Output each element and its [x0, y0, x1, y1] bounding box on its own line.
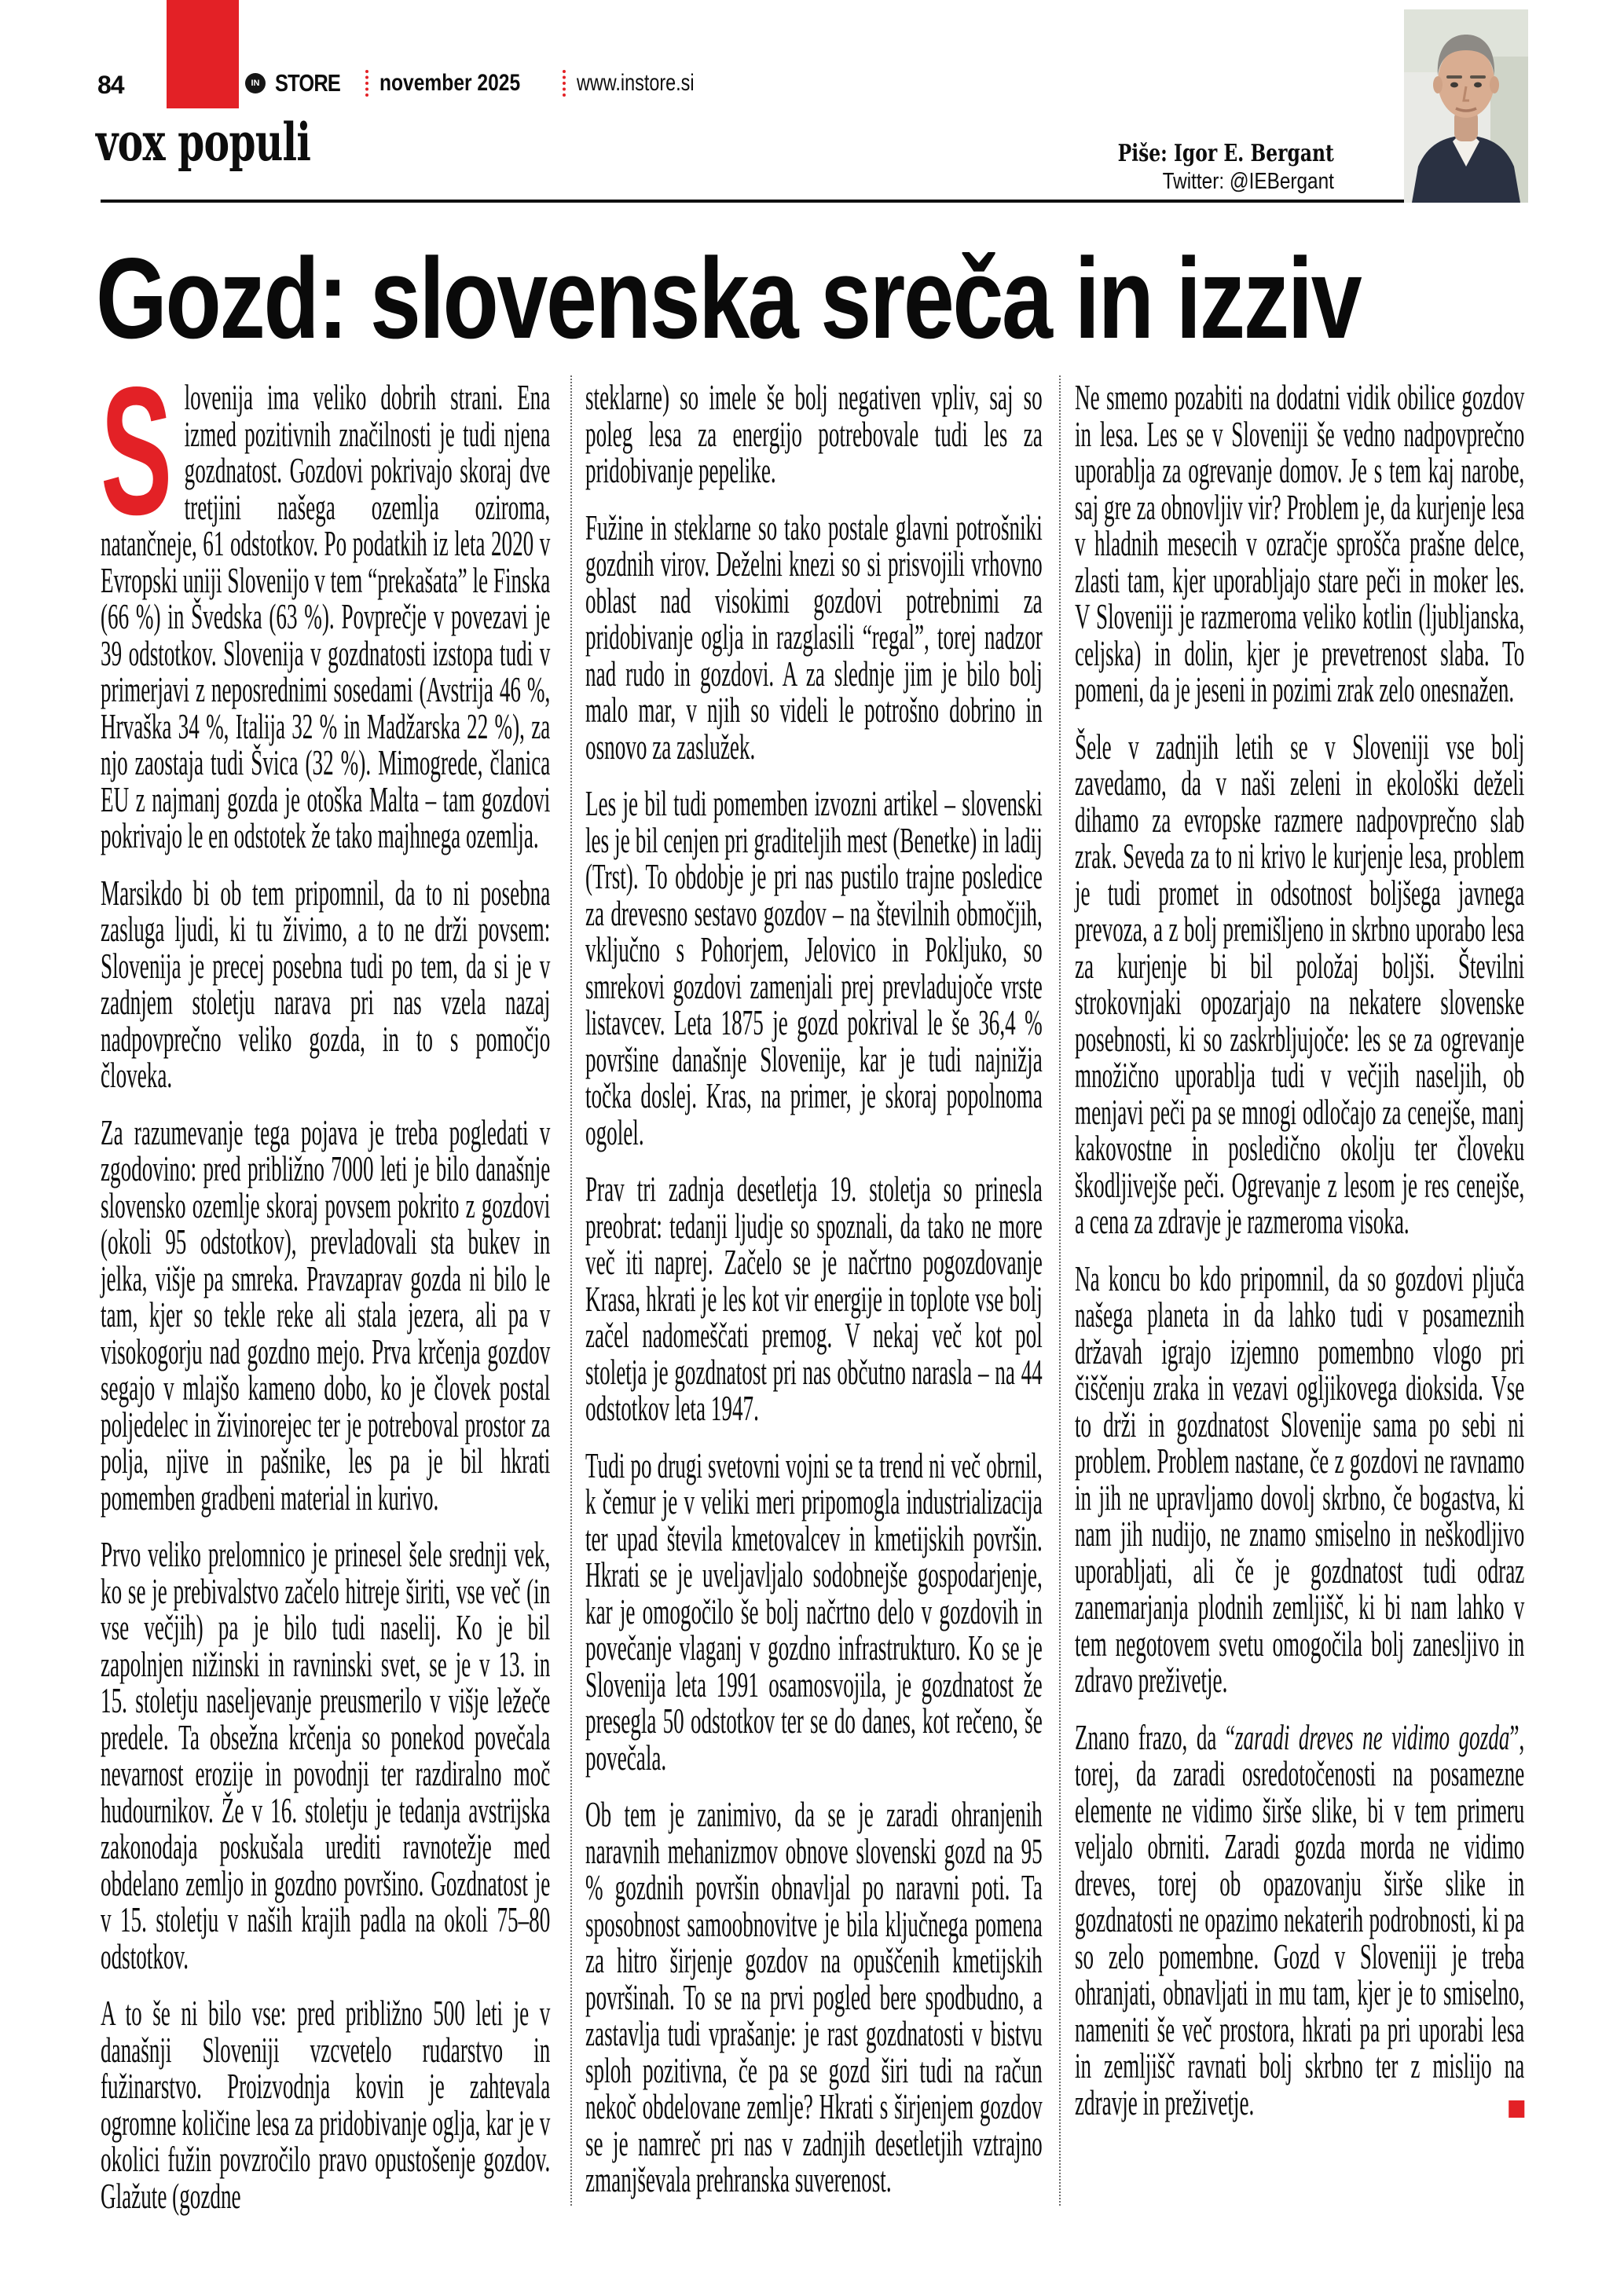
- article-column-3: [1075, 379, 1524, 2141]
- article-paragraph: [1075, 1258, 1525, 1700]
- instore-logo-icon: IN: [245, 73, 266, 93]
- column-separator: [1059, 375, 1061, 2206]
- header-rule: [101, 200, 1525, 203]
- masthead: [245, 68, 727, 99]
- author-name: Piše: Igor E. Bergant: [1117, 140, 1334, 167]
- paragraph-text: A to še ni bilo vse: pred približno 500 leti je v današnji Sloveniji vzcvetelo rudarstvo in fužinarstvo. Proizvodnja kovin je zahtevala ogromne količine lesa za pridobivanje oglja, kar je v okolici fužin povzročilo pravo opustošenje gozdov. Glažute (gozdne: [101, 1993, 551, 2216]
- paragraph-text: Na koncu bo kdo pripomnil, da so gozdovi pljuča našega planeta in da lahko tudi v posameznih državah igrajo izjemno pomembno vlogo pri čiščenju zraka in vezavi ogljikovega dioksida. Vse to drži in gozdnatost Slovenije sama po sebi ni problem. Problem nastane, če z gozdovi ne ravnamo in jih ne upravljamo dovolj skrbno, če bogastva, ki nam jih nudijo, ne znamo smiselno in neškodljivo uporabljati, ali če je gozdnatost tudi odraz zanemarjanja plodnih zemljišč, ki bi nam lahko v tem negotovem svetu omogočila bolj zanesljivo in zdravo preživetje.: [1075, 1258, 1525, 1700]
- article-paragraph: [1075, 379, 1524, 709]
- article-column-2: [585, 379, 1043, 2219]
- article-paragraph: [101, 1111, 551, 1518]
- article-headline: Gozd: slovenska sreča in izziv: [96, 234, 1361, 362]
- article-paragraph: [585, 507, 1043, 767]
- paragraph-text: lovenija ima veliko dobrih strani. Ena izmed pozitivnih značilnosti je tudi njena gozdnatost. Gozdovi pokrivajo skoraj dve tretjini našega ozemlja oziroma, natančneje, 61 odstotkov. Po podatkih iz leta 2020 v Evropski uniji Slovenijo v tem “prekašata” le Finska (66 %) in Švedska (63 %). Povprečje v povezavi je 39 odstotkov. Slovenija v gozdnatosti izstopa tudi v primerjavi z neposrednimi sosedami (Avstrija 46 %, Hrvaška 34 %, Italija 32 % in Madžarska 22 %), za njo zaostaja tudi Švica (32 %). Mimogrede, članica EU z najmanj gozda je otoška Malta – tam gozdovi pokrivajo le en odstotek že tako majhnega ozemlja.: [101, 377, 551, 855]
- column-separator: [570, 375, 572, 2206]
- magazine-wordmark: STORE: [275, 69, 341, 97]
- issue-date: november 2025: [379, 70, 521, 96]
- paragraph-text: Ob tem je zanimivo, da se je zaradi ohranjenih naravnih mehanizmov obnove slovenski gozd na 95 % gozdnih površin obnavljal po naravni poti. Ta sposobnost samoobnovitve je bila ključnega pomena za hitro širjenje gozdov na opuščenih kmetijskih površinah. To se na prvi pogled bere spodbudno, a zastavlja tudi vprašanje: je rast gozdnatosti v bistvu sploh pozitivna, če pa se gozd širi tudi na račun nekoč obdelovane zemlje? Hkrati s širjenjem gozdov se je namreč pri nas v zadnjih desetletjih vztrajno zmanjševala prehranska suverenost.: [585, 1794, 1043, 2199]
- article-paragraph: [1075, 726, 1525, 1241]
- paragraph-text: Marsikdo bi ob tem pripomnil, da to ni posebna zasluga ljudi, ki tu živimo, a to ne drži povsem: Slovenija je precej posebna tudi po tem, da si je v zadnjem stoletju narava pri nas vzela nazaj nadpovprečno veliko gozda, in to s pomočjo človeka.: [101, 872, 551, 1095]
- magazine-website: www.instore.si: [576, 70, 695, 96]
- dotted-separator-icon: [365, 70, 368, 97]
- end-of-article-mark: [1509, 2100, 1524, 2118]
- article-paragraph: [101, 872, 551, 1095]
- paragraph-text: Znano frazo, da “: [1075, 1716, 1235, 1757]
- quoted-phrase: zaradi dreves ne vidimo gozda: [1234, 1716, 1510, 1757]
- article-paragraph: [585, 785, 1043, 1151]
- paragraph-text: Za razumevanje tega pojava je treba pogledati v zgodovino: pred približno 7000 leti je bilo današnje slovensko ozemlje skoraj povsem pokrito z gozdovi (okoli 95 odstotkov), prevladovali sta bukev in jelka, višje pa smreka. Pravzaprav gozda ni bilo le tam, kjer so tekle reke ali stala jezera, ali pa v visokogorju nad gozdno mejo. Prva krčenja gozdov segajo v mlajšo kameno dobo, ko je človek postal poljedelec in živinorejec ter je potreboval prostor za polja, njive in pašnike, les pa je bil hkrati pomemben gradbeni material in kurivo.: [101, 1111, 551, 1518]
- article-paragraph: [585, 1171, 1043, 1427]
- article-paragraph: [585, 1796, 1043, 2199]
- author-twitter: Twitter: @IEBergant: [1162, 169, 1334, 194]
- byline: [973, 140, 1334, 195]
- author-photo: [1404, 9, 1528, 203]
- article-paragraph: [101, 1536, 550, 1975]
- paragraph-text: Fužine in steklarne so tako postale glavni potrošniki gozdnih virov. Deželni knezi so si prisvojili vrhovno oblast nad visokimi gozdovi potrebnimi za pridobivanje oglja in razglasili “regal”, torej nadzor nad rudo in gozdovi. A za slednje jim je bilo bolj malo mar, v njih so videli le potrošno dobrino in osnovo za zaslužek.: [585, 507, 1043, 767]
- paragraph-text: Šele v zadnjih letih se v Sloveniji vse bolj zavedamo, da v naši zeleni in ekološki deželi dihamo za evropske razmere nadpovprečno slab zrak. Seveda za to ni krivo le kurjenje lesa, problem je tudi promet in odsotnost boljšega javnega prevoza, a z bolj premišljeno in skrbno uporabo lesa za kurjenje bi bil položaj boljši. Številni strokovnjaki opozarjajo na nekatere slovenske posebnosti, ki so zaskrbljujoče: les se za ogrevanje množično uporablja tudi v večjih naseljih, ob menjavi peči pa se mnogi odločajo za cenejše, manj kakovostne in posledično okolju ter človeku škodljivejše peči. Ogrevanje z lesom je res cenejše, a cena za zdravje je razmeroma visoka.: [1075, 726, 1525, 1241]
- paragraph-text: Prav tri zadnja desetletja 19. stoletja so prinesla preobrat: tedanji ljudje so spoznali, da tako ne more več iti naprej. Začelo se je načrtno pogozdovanje Krasa, hkrati je les kot vir energije in toplote vse bolj začel nadomeščati premog. V nekaj več kot pol stoletja je gozdnatost pri nas občutno narasla – na 44 odstotkov leta 1947.: [585, 1169, 1043, 1428]
- paragraph-text: ”, torej, da zaradi osredotočenosti na posamezne elemente ne vidimo širše slike, bi v tem primeru veljalo obrniti. Zaradi gozda morda ne vidimo dreves, torej ob opazovanju širše slike in gozdnatosti ne opazimo nekaterih podrobnosti, ki pa so zelo pomembne. Gozd v Sloveniji je treba ohranjati, obnavljati in mu tam, kjer je to smiselno, nameniti še več prostora, hkrati pa pri uporabi lesa in zemljišč ravnati bolj skrbno ter z mislijo na zdravje in preživetje.: [1075, 1716, 1525, 2122]
- paragraph-text: steklarne) so imele še bolj negativen vpliv, saj so poleg lesa za energijo potrebovale tudi les za pridobivanje pepelike.: [585, 377, 1043, 490]
- red-stripe-decoration: [167, 0, 239, 108]
- paragraph-text: Les je bil tudi pomemben izvozni artikel – slovenski les je bil cenjen pri graditeljih mest (Benetke) in ladij (Trst). To obdobje je pri nas pustilo trajne posledice za drevesno sestavo gozdov – na številnih območjih, vključno s Pohorjem, Jelovico in Pokljuko, so smrekovi gozdovi zamenjali prej prevladujoče vrste listavcev. Leta 1875 je gozd pokrival le še 36,4 % površine današnje Slovenije, kar je tudi najnižja točka doslej. Kras, na primer, je skoraj popolnoma ogolel.: [585, 783, 1043, 1152]
- article-paragraph: [101, 350, 551, 855]
- drop-cap: S: [101, 350, 173, 553]
- article-paragraph: [585, 1445, 1043, 1778]
- page-number: 84: [97, 71, 124, 99]
- paragraph-text: Prvo veliko prelomnico je prinesel šele srednji vek, ko se je prebivalstvo začelo hitreje širiti, vse več (in vse večjih) pa je bilo tudi naselij. Ko je bil zapolnjen nižinski in ravninski svet, se je v 13. in 15. stoletju naseljevanje preusmerilo v višje ležeče predele. Ta obsežna krčenja so ponekod povečala nevarnost erozije in povodnji ter razdiralno moč hudournikov. Že v 16. stoletju je tedanja avstrijska zakonodaja poskušala urediti ravnotežje med obdelano zemljo in gozdno površino. Gozdnatost je v 15. stoletju v naših krajih padla na okoli 75–80 odstotkov.: [101, 1534, 551, 1976]
- section-title: vox populi: [96, 112, 311, 173]
- dotted-separator-icon: [563, 70, 566, 97]
- article-column-1: [101, 350, 551, 2235]
- paragraph-text: Ne smemo pozabiti na dodatni vidik obilice gozdov in lesa. Les se v Sloveniji še vedno nadpovprečno uporablja za ogrevanje domov. Je s tem kaj narobe, saj gre za obnovljiv vir? Problem je, da kurjenje lesa v hladnih mesecih v ozračje sprošča prašne delce, zlasti tam, kjer uporabljajo stare peči in moker les. V Sloveniji je razmeroma veliko kotlin (ljubljanska, celjska) in dolin, kjer je prevetrenost slaba. To pomeni, da je jeseni in pozimi zrak zelo onesnažen.: [1075, 377, 1525, 709]
- article-paragraph: [101, 1995, 550, 2214]
- paragraph-text: Tudi po drugi svetovni vojni se ta trend ni več obrnil, k čemur je v veliki meri pripomogla industrializacija ter upad števila kmetovalcev in kmetijskih površin. Hkrati se je uveljavljalo sodobnejše gospodarjenje, kar je omogočilo še bolj načrtno delo v gozdovih in povečanje vlaganj v gozdno infrastrukturo. Ko se je Slovenija leta 1991 osamosvojila, je gozdnatost že presegla 50 odstotkov ter se do danes, kot rečeno, še povečala.: [585, 1445, 1043, 1778]
- article-paragraph: [1075, 1716, 1525, 2122]
- article-paragraph: [585, 379, 1043, 489]
